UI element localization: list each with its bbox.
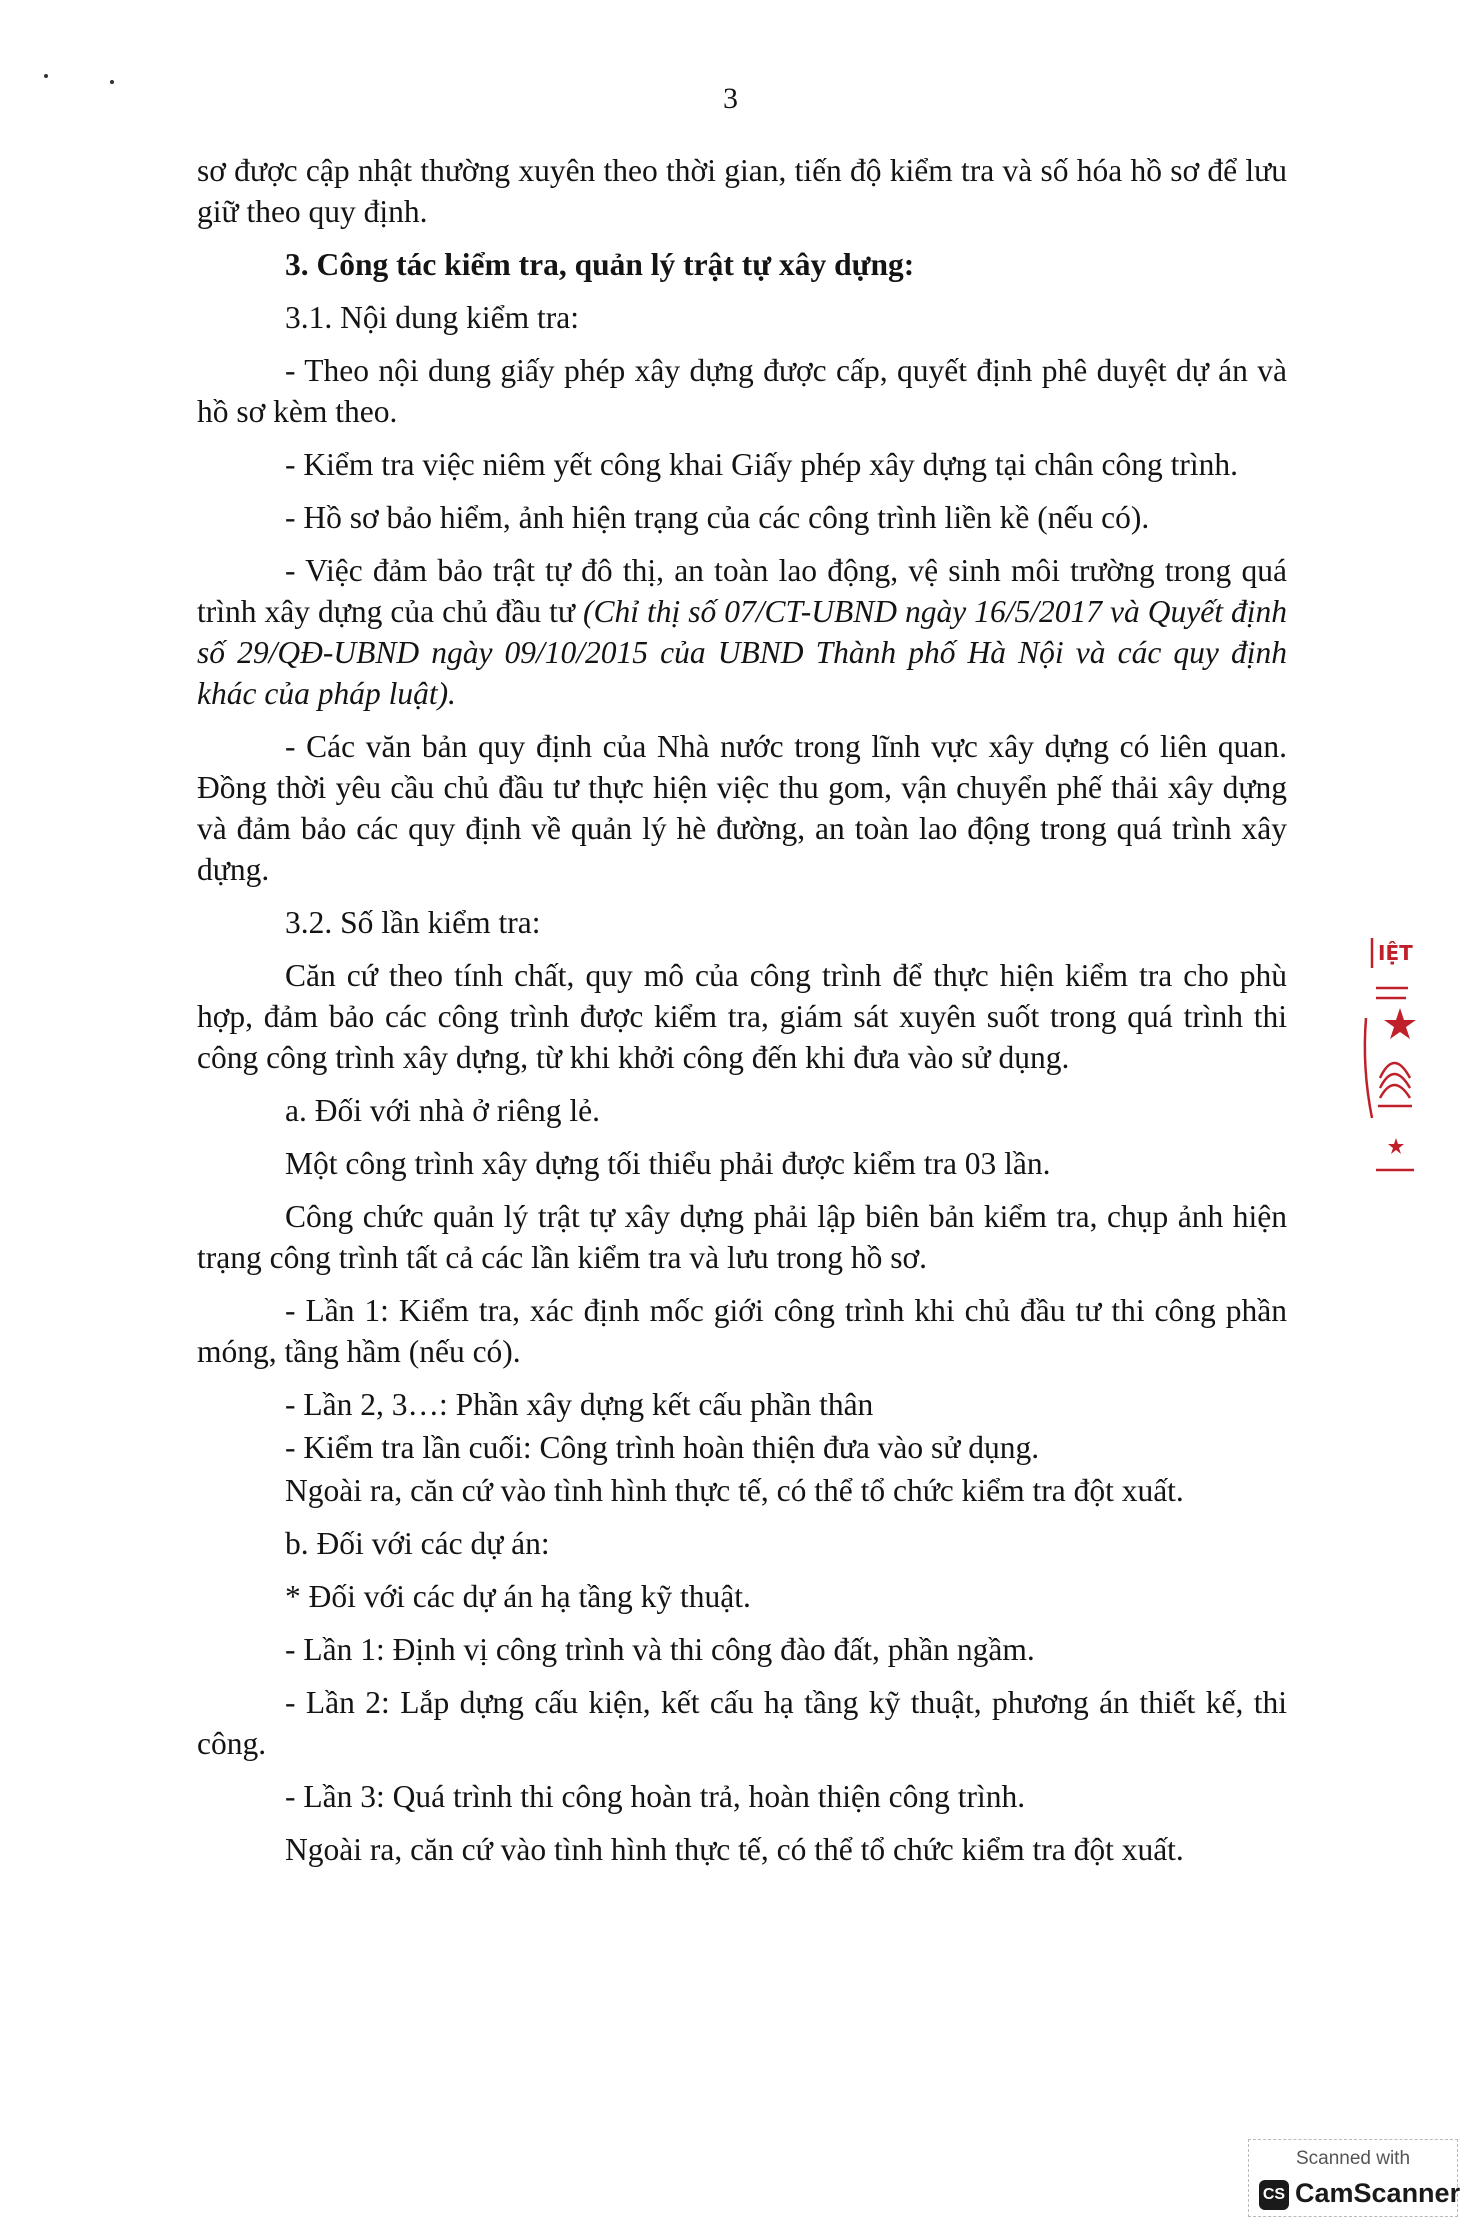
scan-speck [44,74,48,78]
page-number: 3 [723,82,738,115]
section-heading-3: 3. Công tác kiểm tra, quản lý trật tự xây dựng: [285,247,915,282]
paragraph: - Hồ sơ bảo hiểm, ảnh hiện trạng của các công trình liền kề (nếu có). [285,500,1150,535]
paragraph: Công chức quản lý trật tự xây dựng phải lập biên bản kiểm tra, chụp ảnh hiện trạng công trình tất cả các lần kiểm tra và lưu trong hồ sơ. [197,1199,1287,1275]
paragraph: - Lần 3: Quá trình thi công hoàn trả, hoàn thiện công trình. [285,1779,1026,1814]
paragraph: Một công trình xây dựng tối thiểu phải được kiểm tra 03 lần. [285,1146,1051,1181]
list-heading-b: b. Đối với các dự án: [285,1526,550,1561]
paragraph: - Các văn bản quy định của Nhà nước trong lĩnh vực xây dựng có liên quan. Đồng thời yêu cầu chủ đầu tư thực hiện việc thu gom, vận chuyển phế thải xây dựng và đảm bảo các quy định về quản lý hè đường, an toàn lao động trong quá trình xây dựng. [197,729,1287,887]
watermark-brand: CamScanner [1295,2178,1461,2208]
paragraph-text: - Việc đảm bảo trật tự đô thị, an toàn lao động, vệ sinh môi trường trong quá trình xây dựng của chủ đầu tư [197,553,1287,629]
paragraph: - Lần 1: Định vị công trình và thi công đào đất, phần ngầm. [285,1632,1035,1667]
paragraph: * Đối với các dự án hạ tầng kỹ thuật. [285,1579,751,1614]
camscanner-logo-icon: CS [1259,2180,1289,2210]
subsection-heading-3-1: 3.1. Nội dung kiểm tra: [285,300,579,335]
official-seal-stamp [1358,928,1418,1178]
legal-citation: (Chỉ thị số 07/CT-UBND ngày 16/5/2017 và Quyết định số 29/QĐ-UBND ngày 09/10/2015 của UBND Thành phố Hà Nội và các quy định khác của pháp luật). [197,594,1288,711]
paragraph: Căn cứ theo tính chất, quy mô của công trình để thực hiện kiểm tra cho phù hợp, đảm bảo các công trình được kiểm tra, giám sát xuyên suốt trong quá trình thi công công trình xây dựng, từ khi khởi công đến khi đưa vào sử dụng. [197,958,1287,1075]
list-heading-a: a. Đối với nhà ở riêng lẻ. [285,1093,600,1128]
paragraph: Ngoài ra, căn cứ vào tình hình thực tế, có thể tổ chức kiểm tra đột xuất. [285,1473,1184,1508]
paragraph: - Kiểm tra lần cuối: Công trình hoàn thiện đưa vào sử dụng. [285,1430,1040,1465]
paragraph: Ngoài ra, căn cứ vào tình hình thực tế, có thể tổ chức kiểm tra đột xuất. [285,1832,1184,1867]
paragraph: - Lần 2, 3…: Phần xây dựng kết cấu phần thân [285,1387,874,1422]
document-body [197,150,1287,1882]
camscanner-watermark [1248,2139,1461,2217]
paragraph-with-citation [197,550,1287,714]
paragraph: - Lần 1: Kiểm tra, xác định mốc giới công trình khi chủ đầu tư thi công phần móng, tầng hầm (nếu có). [197,1293,1287,1369]
seal-text: IỆT [1378,941,1413,965]
paragraph: sơ được cập nhật thường xuyên theo thời gian, tiến độ kiểm tra và số hóa hồ sơ để lưu giữ theo quy định. [197,153,1287,229]
watermark-caption: Scanned with [1295,2148,1411,2169]
subsection-heading-3-2: 3.2. Số lần kiểm tra: [285,905,541,940]
paragraph: - Kiểm tra việc niêm yết công khai Giấy phép xây dựng tại chân công trình. [285,447,1239,482]
paragraph: - Theo nội dung giấy phép xây dựng được cấp, quyết định phê duyệt dự án và hồ sơ kèm theo. [197,353,1287,429]
paragraph: - Lần 2: Lắp dựng cấu kiện, kết cấu hạ tầng kỹ thuật, phương án thiết kế, thi công. [197,1685,1287,1761]
